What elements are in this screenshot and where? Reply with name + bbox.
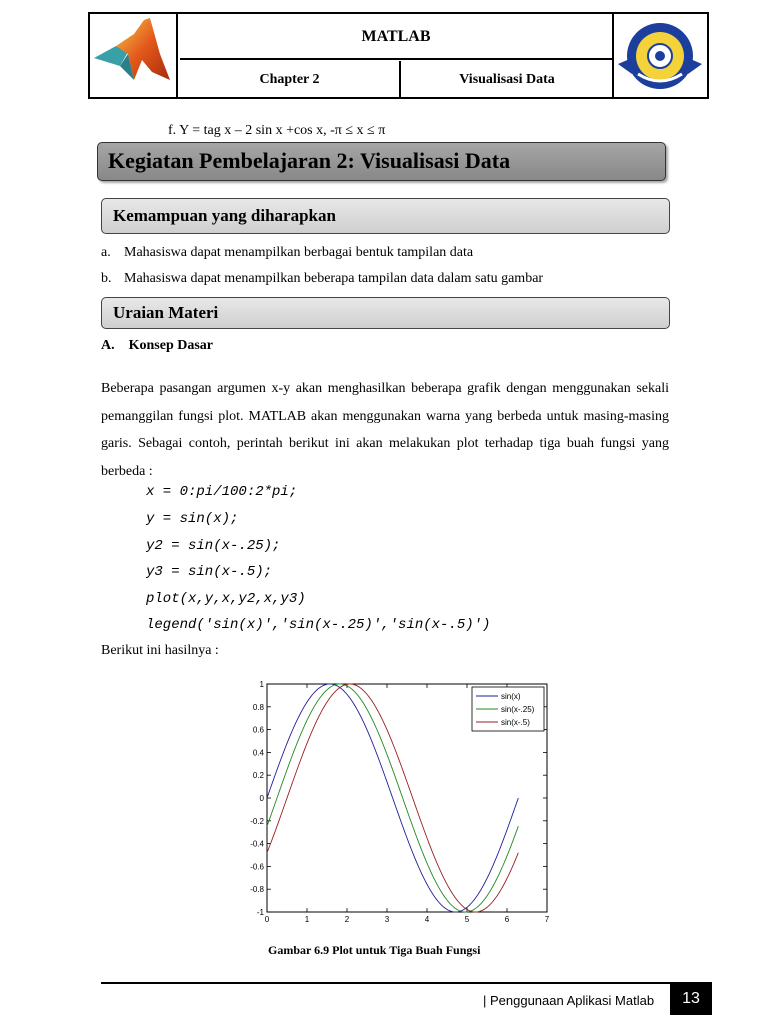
footer-rule (101, 982, 712, 984)
section-header-kemampuan (101, 198, 670, 234)
y-tick-label: 0.2 (252, 771, 264, 781)
sine-plot-chart (240, 676, 560, 926)
section-banner (97, 142, 666, 181)
section-header-uraian (101, 297, 670, 329)
list-item-text: Mahasiswa dapat menampilkan beberapa tampilan data dalam satu gambar (124, 271, 544, 286)
x-tick-label: 4 (424, 915, 430, 924)
list-marker: a. (101, 245, 111, 260)
formula-item: f. Y = tag x – 2 sin x +cos x, -π ≤ x ≤ π (168, 123, 386, 138)
x-tick-label: 2 (344, 915, 350, 924)
code-line: x = 0:pi/100:2*pi; (146, 484, 298, 500)
y-tick-label: -0.8 (250, 885, 264, 895)
x-tick-label: 0 (264, 915, 270, 924)
banner-title: Kegiatan Pembelajaran 2: Visualisasi Data (108, 148, 511, 173)
list-item (101, 271, 661, 291)
code-line: y = sin(x); (146, 511, 239, 527)
y-tick-label: 0.6 (252, 725, 264, 735)
y-tick-label: -0.2 (250, 816, 264, 826)
code-line: y2 = sin(x-.25); (146, 538, 281, 554)
y-tick-label: 0.4 (252, 748, 264, 758)
matlab-logo (90, 14, 178, 98)
result-label: Berikut ini hasilnya : (101, 643, 219, 658)
code-line: legend('sin(x)','sin(x-.25)','sin(x-.5)') (146, 617, 491, 633)
list-item (101, 245, 661, 265)
list-marker: b. (101, 271, 112, 286)
list-item-text: Mahasiswa dapat menampilkan berbagai bentuk tampilan data (124, 245, 474, 260)
page-number: 13 (670, 983, 712, 1015)
x-tick-label: 1 (304, 915, 310, 924)
footer-text: | Penggunaan Aplikasi Matlab (483, 993, 655, 1008)
body-paragraph: Beberapa pasangan argumen x-y akan menghasilkan beberapa grafik dengan menggunakan sekali pemanggilan fungsi plot. MATLAB akan menggunakan warna yang berbeda untuk masing-masing garis. Sebagai contoh, perintah berikut ini akan melakukan plot terhadap tiga buah fungsi yang berbeda : (101, 381, 669, 479)
x-tick-label: 7 (544, 915, 550, 924)
y-tick-label: -0.6 (250, 862, 264, 872)
section-title: Uraian Materi (113, 303, 219, 322)
header-chapter: Chapter 2 (180, 61, 401, 98)
legend-label: sin(x) (501, 692, 521, 701)
section-title: Kemampuan yang diharapkan (113, 206, 336, 225)
figure-caption: Gambar 6.9 Plot untuk Tiga Buah Fungsi (268, 943, 481, 957)
x-tick-label: 3 (384, 915, 390, 924)
x-tick-label: 5 (464, 915, 470, 924)
y-tick-label: -1 (256, 908, 264, 917)
header-topic: Visualisasi Data (459, 72, 555, 87)
y-tick-label: -0.4 (250, 839, 264, 849)
legend-label: sin(x-.5) (501, 718, 530, 727)
code-line: plot(x,y,x,y2,x,y3) (146, 591, 306, 607)
y-tick-label: 1 (259, 680, 264, 689)
y-tick-label: 0 (259, 794, 264, 803)
legend-label: sin(x-.25) (501, 705, 535, 714)
x-tick-label: 6 (504, 915, 510, 924)
subheading: A. Konsep Dasar (101, 338, 214, 353)
y-tick-label: 0.8 (252, 702, 264, 712)
header-title: MATLAB (180, 14, 612, 60)
code-line: y3 = sin(x-.5); (146, 564, 273, 580)
university-seal-logo (612, 14, 708, 98)
